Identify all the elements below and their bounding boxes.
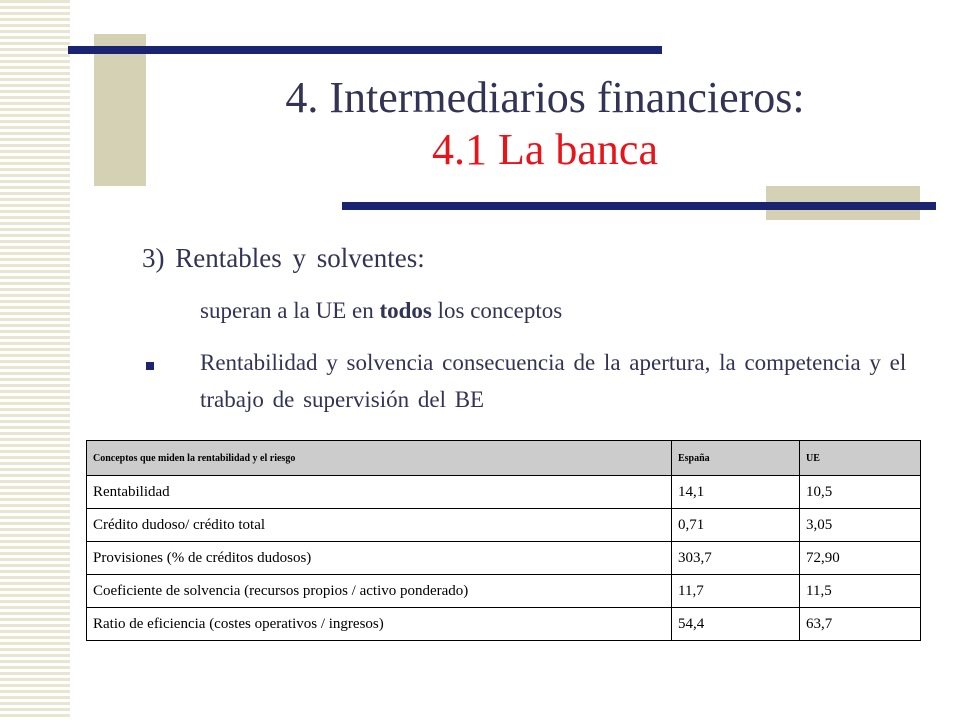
table-row [87, 542, 921, 575]
cell-eu: 10,5 [800, 476, 921, 509]
cell-concept: Ratio de eficiencia (costes operativos / ingresos) [87, 608, 672, 641]
slide-title [140, 72, 950, 176]
title-subtitle: 4.1 La banca [432, 125, 658, 174]
data-table [86, 440, 921, 641]
table-header-row [87, 441, 921, 476]
cell-concept: Crédito dudoso/ crédito total [87, 509, 672, 542]
header-eu: UE [800, 441, 921, 476]
bullet-text: Rentabilidad y solvencia consecuencia de la apertura, la competencia y el trabajo de supervisión del BE [200, 350, 907, 412]
table-row [87, 509, 921, 542]
section-heading: 3) Rentables y solventes: [142, 243, 425, 273]
decorative-bar-top [68, 46, 662, 54]
decorative-block-top [94, 34, 146, 186]
cell-concept: Rentabilidad [87, 476, 672, 509]
cell-eu: 11,5 [800, 575, 921, 608]
cell-eu: 3,05 [800, 509, 921, 542]
cell-spain: 11,7 [672, 575, 800, 608]
cell-spain: 303,7 [672, 542, 800, 575]
cell-eu: 72,90 [800, 542, 921, 575]
cell-spain: 54,4 [672, 608, 800, 641]
cell-concept: Coeficiente de solvencia (recursos propios / activo ponderado) [87, 575, 672, 608]
table-row [87, 608, 921, 641]
cell-concept: Provisiones (% de créditos dudosos) [87, 542, 672, 575]
header-spain: España [672, 441, 800, 476]
decorative-bar-bottom [342, 202, 936, 210]
table-row [87, 476, 921, 509]
decorative-stripes [0, 0, 70, 720]
subtext-bold: todos [379, 298, 432, 323]
subtext-line [200, 298, 562, 324]
subtext-after: los conceptos [431, 298, 563, 323]
table-row [87, 575, 921, 608]
cell-spain: 0,71 [672, 509, 800, 542]
subtext-before: superan a la UE en [200, 298, 380, 323]
header-concepts: Conceptos que miden la rentabilidad y el riesgo [87, 441, 672, 476]
bullet-square-icon [146, 362, 154, 370]
title-main: 4. Intermediarios financieros: [285, 73, 805, 122]
cell-eu: 63,7 [800, 608, 921, 641]
cell-spain: 14,1 [672, 476, 800, 509]
